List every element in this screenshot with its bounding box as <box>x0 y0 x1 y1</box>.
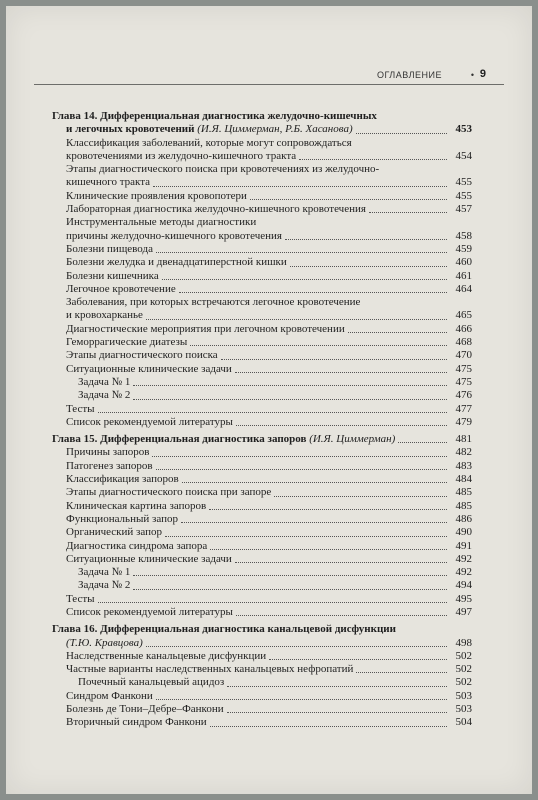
toc-entry-page: 485 <box>455 499 472 512</box>
toc-entry-page: 502 <box>455 649 472 662</box>
toc-entry <box>52 566 472 579</box>
toc-entry-text: Болезни пищевода <box>66 242 153 255</box>
toc-entry-text: Лабораторная диагностика желудочно-кишечного кровотечения <box>66 203 366 216</box>
leader-dots <box>269 659 447 660</box>
leader-dots <box>156 252 447 253</box>
leader-dots <box>369 212 447 213</box>
toc-entry-text: Этапы диагностического поиска при запоре <box>66 486 272 499</box>
toc-entry <box>52 513 472 526</box>
chapter-14-title-line2: и легочных кровотечений <box>66 123 195 136</box>
leader-dots <box>181 522 447 523</box>
toc-entry-page: 455 <box>455 176 472 189</box>
book-page <box>6 6 532 794</box>
toc-entry-text: Болезнь де Тони–Дебре–Фанкони <box>66 703 224 716</box>
leader-dots <box>236 615 447 616</box>
toc-entry <box>52 389 472 402</box>
toc-entry-page: 483 <box>455 459 472 472</box>
toc-entry-page: 466 <box>455 322 472 335</box>
toc-entry <box>52 283 472 296</box>
leader-dots <box>179 292 447 293</box>
leader-dots <box>348 332 447 333</box>
toc-entry-text: Заболевания, при которых встречаются легочное кровотечение <box>66 296 361 309</box>
toc-entry-page: 457 <box>455 203 472 216</box>
toc-entry-text: Список рекомендуемой литературы <box>66 415 233 428</box>
toc-entry <box>52 416 472 429</box>
toc-entry-text: Вторичный синдром Фанкони <box>66 716 207 729</box>
leader-dots <box>290 266 447 267</box>
toc-entry <box>52 650 472 663</box>
toc-entry-text: Функциональный запор <box>66 512 178 525</box>
leader-dots <box>398 442 447 443</box>
toc-entry <box>52 376 472 389</box>
toc-entry-text: Задача № 2 <box>78 389 131 402</box>
toc-entry-text: Тесты <box>66 592 95 605</box>
toc-entry-page: 495 <box>455 592 472 605</box>
header-page-number: 9 <box>479 68 486 80</box>
toc-entry-text: Патогенез запоров <box>66 459 153 472</box>
toc-entry-page: 504 <box>455 716 472 729</box>
leader-dots <box>153 186 447 187</box>
toc-entry <box>52 309 472 322</box>
toc-entry-text: Клиническая картина запоров <box>66 499 207 512</box>
toc-entry <box>52 349 472 362</box>
leader-dots <box>235 562 447 563</box>
chapter-14-title-cont <box>52 123 472 136</box>
toc-entry <box>52 270 472 283</box>
leader-dots <box>146 319 447 320</box>
leader-dots <box>156 469 447 470</box>
toc-entry <box>52 256 472 269</box>
toc-entry-page: 475 <box>455 362 472 375</box>
toc-entry <box>52 323 472 336</box>
leader-dots <box>210 549 447 550</box>
chapter-14-title: Глава 14. Дифференциальная диагностика желудочно-кишечных <box>52 110 377 122</box>
toc-entry-page: 494 <box>455 579 472 592</box>
toc-entry <box>52 540 472 553</box>
leader-dots <box>227 686 447 687</box>
leader-dots <box>165 536 447 537</box>
toc-entry-page: 470 <box>455 349 472 362</box>
toc-entry <box>52 703 472 716</box>
toc-entry-text: Геморрагические диатезы <box>66 336 188 349</box>
toc-entry-page: 482 <box>455 446 472 459</box>
toc-entry <box>52 486 472 499</box>
leader-dots <box>98 602 447 603</box>
toc-entry-text: Тесты <box>66 402 95 415</box>
chapter-15-authors: (И.Я. Циммерман) <box>309 433 396 446</box>
toc-entry <box>52 446 472 459</box>
chapter-14-page: 453 <box>455 123 472 136</box>
toc-entry <box>52 336 472 349</box>
toc-entry-text: Болезни желудка и двенадцатиперстной кишки <box>66 256 287 269</box>
toc-entry <box>52 176 472 189</box>
leader-dots <box>133 575 447 576</box>
toc-entry <box>52 243 472 256</box>
toc-entry-text: Ситуационные клинические задачи <box>66 362 232 375</box>
chapter-15 <box>52 433 472 619</box>
toc-entry <box>52 203 472 216</box>
toc-entry-text: Болезни кишечника <box>66 269 159 282</box>
toc-entry-page: 454 <box>455 149 472 162</box>
leader-dots <box>156 699 447 700</box>
chapter-16-entries <box>52 650 472 730</box>
chapter-16-title-cont <box>52 637 472 650</box>
toc-entry-text: Задача № 1 <box>78 375 131 388</box>
toc-entry-page: 503 <box>455 689 472 702</box>
leader-dots <box>133 385 447 386</box>
toc-entry-text: Ситуационные клинические задачи <box>66 552 232 565</box>
toc-entry <box>52 500 472 513</box>
leader-dots <box>162 279 447 280</box>
toc-entry-page: 468 <box>455 336 472 349</box>
leader-dots <box>356 133 447 134</box>
leader-dots <box>190 345 447 346</box>
toc-entry-text: Задача № 1 <box>78 566 131 579</box>
running-header <box>34 68 504 85</box>
leader-dots <box>209 509 447 510</box>
toc-entry <box>52 473 472 486</box>
toc-entry-page: 484 <box>455 473 472 486</box>
leader-dots <box>299 159 447 160</box>
leader-dots <box>274 496 447 497</box>
toc-entry-page: 461 <box>455 269 472 282</box>
toc-entry <box>52 579 472 592</box>
chapter-16-title: Глава 16. Дифференциальная диагностика канальцевой дисфункции <box>52 623 396 636</box>
leader-dots <box>182 482 447 483</box>
chapter-14-authors: (И.Я. Циммерман, Р.Б. Хасанова) <box>197 123 353 136</box>
header-bullet: • <box>470 70 474 80</box>
toc-entry-page: 476 <box>455 389 472 402</box>
leader-dots <box>236 425 447 426</box>
toc-entry <box>52 663 472 676</box>
toc-entry-text: Классификация запоров <box>66 473 179 486</box>
toc-entry-text: Наследственные канальцевые дисфункции <box>66 649 267 662</box>
leader-dots <box>356 672 447 673</box>
toc-entry-page: 459 <box>455 242 472 255</box>
toc-entry-text: Диагностические мероприятия при легочном кровотечении <box>66 322 345 335</box>
toc-entry <box>52 526 472 539</box>
toc-entry-text: Список рекомендуемой литературы <box>66 605 233 618</box>
leader-dots <box>146 646 447 647</box>
table-of-contents <box>52 110 472 734</box>
toc-entry-page: 497 <box>455 605 472 618</box>
leader-dots <box>250 199 447 200</box>
toc-entry-text: Диагностика синдрома запора <box>66 539 208 552</box>
leader-dots <box>285 239 447 240</box>
leader-dots <box>210 726 447 727</box>
toc-entry-page: 455 <box>455 189 472 202</box>
toc-entry-text: Задача № 2 <box>78 579 131 592</box>
toc-entry-text: Инструментальные методы диагностики <box>66 216 257 229</box>
toc-entry-text: Клинические проявления кровопотери <box>66 189 247 202</box>
toc-entry-page: 491 <box>455 539 472 552</box>
toc-entry <box>52 363 472 376</box>
toc-entry-page: 502 <box>455 663 472 676</box>
toc-entry <box>52 190 472 203</box>
toc-entry-page: 465 <box>455 309 472 322</box>
leader-dots <box>235 372 447 373</box>
toc-entry <box>52 230 472 243</box>
toc-entry-text: Этапы диагностического поиска при кровотечениях из желудочно- <box>66 163 380 176</box>
chapter-16-authors: (Т.Ю. Кравцова) <box>66 636 143 649</box>
toc-entry-page: 490 <box>455 526 472 539</box>
leader-dots <box>227 712 447 713</box>
toc-entry-page: 464 <box>455 282 472 295</box>
leader-dots <box>133 589 447 590</box>
toc-entry-page: 503 <box>455 703 472 716</box>
chapter-16-page: 498 <box>455 636 472 649</box>
toc-entry-text: Классификация заболеваний, которые могут сопровождаться <box>66 136 352 149</box>
toc-entry <box>52 403 472 416</box>
toc-entry <box>52 150 472 163</box>
toc-entry-text: Почечный канальцевый ацидоз <box>78 676 225 689</box>
leader-dots <box>221 359 447 360</box>
toc-entry-page: 492 <box>455 566 472 579</box>
leader-dots <box>98 412 447 413</box>
toc-entry-text: Частные варианты наследственных канальцевых нефропатий <box>66 663 354 676</box>
toc-entry <box>52 593 472 606</box>
toc-entry-page: 458 <box>455 229 472 242</box>
chapter-15-title: Глава 15. Дифференциальная диагностика запоров <box>52 433 307 446</box>
toc-entry-text: Этапы диагностического поиска <box>66 349 218 362</box>
toc-entry-text: Органический запор <box>66 526 163 539</box>
toc-entry-page: 477 <box>455 402 472 415</box>
toc-entry <box>52 460 472 473</box>
toc-entry-page: 475 <box>455 375 472 388</box>
leader-dots <box>152 456 447 457</box>
toc-entry <box>52 606 472 619</box>
chapter-14 <box>52 110 472 429</box>
chapter-14-entries <box>52 137 472 430</box>
chapter-16 <box>52 623 472 729</box>
toc-entry-page: 460 <box>455 256 472 269</box>
toc-entry-page: 479 <box>455 415 472 428</box>
toc-entry-page: 485 <box>455 486 472 499</box>
toc-entry <box>52 716 472 729</box>
toc-entry-text: причины желудочно-кишечного кровотечения <box>66 229 282 242</box>
toc-entry <box>52 553 472 566</box>
toc-entry-text: кишечного тракта <box>66 176 151 189</box>
toc-entry-text: кровотечениями из желудочно-кишечного тракта <box>66 149 297 162</box>
toc-entry <box>52 676 472 689</box>
toc-entry-text: Синдром Фанкони <box>66 689 153 702</box>
toc-entry <box>52 690 472 703</box>
toc-entry-text: и кровохарканье <box>66 309 143 322</box>
toc-entry-text: Легочное кровотечение <box>66 282 176 295</box>
toc-entry-text: Причины запоров <box>66 446 150 459</box>
toc-entry-page: 492 <box>455 552 472 565</box>
chapter-15-title-line <box>52 433 472 446</box>
chapter-15-page: 481 <box>455 433 472 446</box>
leader-dots <box>133 399 447 400</box>
toc-entry-page: 486 <box>455 512 472 525</box>
header-section-title: ОГЛАВЛЕНИЕ <box>376 70 442 80</box>
chapter-15-entries <box>52 446 472 619</box>
toc-entry-page: 502 <box>455 676 472 689</box>
